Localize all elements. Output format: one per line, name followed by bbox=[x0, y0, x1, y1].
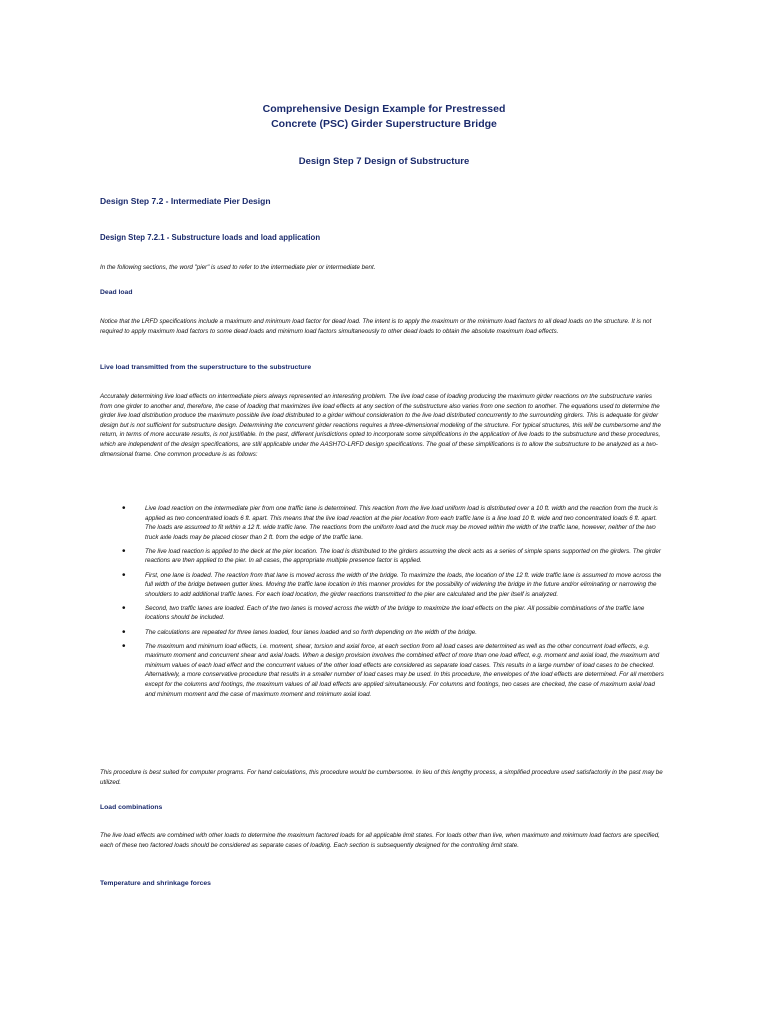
bullet-icon: • bbox=[122, 569, 126, 581]
load-combinations-paragraph: The live load effects are combined with other loads to determine the maximum factored loads for all applicable limit states. For loads other than live, when maximum and minimum load factors are specified, each of these two factored loads should be considered as separate cases of loading. Each section is subsequently designed for the controlling limit state. bbox=[100, 832, 660, 849]
live-load-paragraph: Accurately determining live load effects on intermediate piers always represented an interesting problem. The live load case of loading producing the maximum girder reactions on the substructure varies from one girder to another and, therefore, the case of loading that maximizes live load effects at any section of the substructure also varies from one section to another. The equations used to determine the girder live load distribution produce the maximum possible live load distributed to a girder without consideration to the live load distributed concurrently to the surrounding girders. This is adequate for girder design but is not sufficient for substructure design. Determining the concurrent girder reactions requires a three-dimensional modeling of the structure. For typical structures, this will be cumbersome and the return, in terms of more accurate results, is not justifiable. In the past, different jurisdictions opted to incorporate some simplifications in the application of live loads to the substructure and these procedures, which are independent of the design specifications, are still applicable under the AASHTO-LRFD design specifications. The goal of these simplifications is to allow the substructure to be analyzed as a two-dimensional frame. One common procedure is as follows: bbox=[100, 393, 661, 458]
bullet-icon: • bbox=[122, 640, 126, 652]
bullet-icon: • bbox=[122, 626, 126, 638]
list-item-text: Live load reaction on the intermediate pier from one traffic lane is determined. This reaction from the live load uniform load is distributed over a 10 ft. width and the reaction from the truck is applied as two concentrated loads 6 ft. apart. This means that the live load reaction at the pier location from each traffic lane is a line load 10 ft. wide and two concentrated loads 6 ft. apart. The loads are assumed to fit within a 12 ft. wide traffic lane. The reactions from the uniform load and the truck may be moved within the width of the traffic lane, however, neither of the two truck axle loads may be placed closer than 2 ft. from the edge of the traffic lane. bbox=[145, 505, 658, 541]
bullet-icon: • bbox=[122, 602, 126, 614]
bullet-icon: • bbox=[122, 545, 126, 557]
bullet-icon: • bbox=[122, 503, 126, 514]
step-title: Design Step 7 Design of Substructure bbox=[298, 156, 470, 167]
list-item bbox=[100, 628, 665, 638]
document-title bbox=[0, 102, 768, 132]
list-item bbox=[100, 642, 665, 700]
live-load-heading: Live load transmitted from the superstructure to the substructure bbox=[100, 364, 312, 371]
list-item bbox=[100, 547, 665, 566]
list-item-text: The calculations are repeated for three lanes loaded, four lanes loaded and so forth depending on the width of the bridge. bbox=[145, 628, 477, 636]
dead-load-heading: Dead load bbox=[100, 289, 133, 296]
intro-paragraph: In the following sections, the word "pier" is used to refer to the intermediate pier or intermediate bent. bbox=[100, 264, 376, 271]
section-heading-7-2-1: Design Step 7.2.1 - Substructure loads and load application bbox=[100, 233, 321, 242]
procedure-list bbox=[100, 504, 665, 704]
list-item bbox=[100, 571, 665, 600]
load-combinations-heading: Load combinations bbox=[100, 804, 163, 811]
list-item-text: Second, two traffic lanes are loaded. Each of the two lanes is moved across the width of the bridge to maximize the load effects on the pier. All possible combinations of the traffic lane locations should be included. bbox=[145, 604, 645, 622]
title-line-1: Comprehensive Design Example for Prestressed bbox=[262, 103, 506, 115]
list-item-text: The maximum and minimum load effects, i.e. moment, shear, torsion and axial force, at each section from all load cases are determined as well as the other concurrent load effects, e.g. maximum moment and concurrent shear and axial loads. When a design provision involves the combined effect of more than one load effect, e.g. moment and axial load, the maximum and minimum values of each load effect and the concurrent values of the other load effects are considered as separate load cases. This results in a large number of load cases to be checked. Alternatively, a more conservative procedure that results in a smaller number of load cases may be used. In this procedure, the envelopes of the load effects are determined. For all members except for the columns and footings, the maximum values of all load effects are applied simultaneously. For columns and footings, two cases are checked, the case of maximum axial load and minimum moment and the case of maximum moment and minimum axial load. bbox=[145, 642, 664, 698]
list-item-text: The live load reaction is applied to the deck at the pier location. The load is distributed to the girders assuming the deck acts as a series of simple spans supported on the girders. The girder reactions are then applied to the pier. In all cases, the appropriate multiple presence factor is applied. bbox=[145, 547, 661, 565]
temperature-heading: Temperature and shrinkage forces bbox=[100, 880, 211, 887]
procedure-closing-paragraph: This procedure is best suited for computer programs. For hand calculations, this procedure would be cumbersome. In lieu of this lengthy process, a simplified procedure used satisfactorily in the past may be utilized. bbox=[100, 769, 663, 786]
section-heading-7-2: Design Step 7.2 - Intermediate Pier Design bbox=[100, 196, 271, 206]
dead-load-paragraph: Notice that the LRFD specifications include a maximum and minimum load factor for dead load. The intent is to apply the maximum or the minimum load factors to all dead loads on the structure. It is not required to apply maximum load factors to some dead loads and minimum load factors simultaneously to other dead loads to obtain the absolute maximum load effects. bbox=[100, 318, 652, 335]
list-item bbox=[100, 604, 665, 623]
list-item bbox=[100, 504, 665, 542]
title-line-2: Concrete (PSC) Girder Superstructure Bridge bbox=[271, 118, 497, 130]
list-item-text: First, one lane is loaded. The reaction from that lane is moved across the width of the bridge. To maximize the loads, the location of the 12 ft. wide traffic lane is assumed to move across the full width of the bridge between gutter lines. Moving the traffic lane location in this manner provides for the possibility of widening the bridge in the future and/or eliminating or narrowing the shoulders to add additional traffic lanes. For each load location, the girder reactions transmitted to the pier are calculated and the pier itself is analyzed. bbox=[145, 571, 662, 598]
